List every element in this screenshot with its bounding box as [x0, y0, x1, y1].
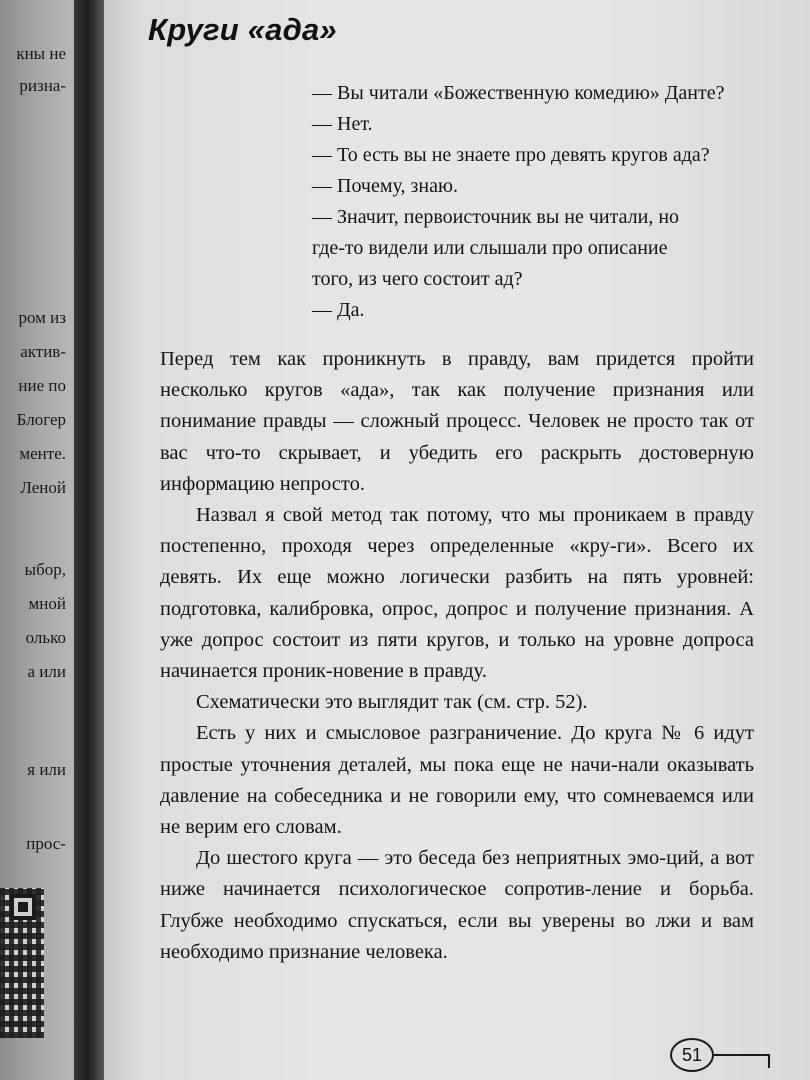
paragraph: До шестого круга — это беседа без неприятных эмо-ций, а вот ниже начинается психологическое сопротив-ление и борьба. Глубже необходимо спускаться, если вы уверены во лжи и вам необходимо признание человека.: [160, 847, 754, 963]
page-number-rule: [712, 1054, 770, 1056]
facing-page-fragment: я или: [27, 760, 66, 779]
book-gutter: [74, 0, 104, 1080]
page-number: 51: [670, 1038, 714, 1072]
facing-page-fragment: Леной: [20, 478, 66, 497]
dialog-line: — Почему, знаю.: [312, 175, 458, 197]
qr-code: [0, 888, 44, 1038]
facing-page-fragment: ризна-: [19, 76, 66, 95]
dialog-line: — Вы читали «Божественную комедию» Данте?: [312, 82, 725, 104]
facing-page-fragment: актив-: [20, 342, 66, 361]
facing-page-fragment: ние по: [18, 376, 66, 395]
facing-page-fragment: олько: [25, 628, 66, 647]
facing-page-fragment: прос-: [26, 834, 66, 853]
chapter-title: Круги «ада»: [148, 12, 337, 47]
facing-page-fragment: а или: [27, 662, 66, 681]
page-number-marker: [670, 1030, 790, 1080]
facing-page: [0, 0, 74, 1080]
paragraph: Есть у них и смысловое разграничение. До круга № 6 идут простые уточнения деталей, мы пока еще не начи-нали оказывать давление на собеседника и не говорили ему, что сомневаемся или не верим его словам.: [160, 722, 754, 839]
dialog-line: — Значит, первоисточник вы не читали, но: [312, 206, 680, 228]
paragraph: Назвал я свой метод так потому, что мы проникаем в правду постепенно, проходя через определенные «кру-ги». Всего их девять. Их еще можно логически разбить на пять уровней: подготовка, калибровка, опрос, допрос и получение признания. А уже допрос состоит из пяти кругов, и только на уровне допроса начинается проник-новение в правду.: [160, 504, 754, 683]
facing-page-fragment: Блогер: [16, 410, 66, 429]
paragraph: Схематически это выглядит так (см. стр. 52).: [196, 691, 588, 714]
dialog-line: того, из чего состоит ад?: [312, 268, 523, 290]
facing-page-fragment: кны не: [16, 44, 66, 63]
page-number-tick: [768, 1054, 770, 1068]
dialog-line: — Нет.: [312, 113, 373, 135]
facing-page-fragment: ыбор,: [24, 560, 66, 579]
book-page: [104, 0, 810, 1080]
body-text: [160, 344, 754, 968]
facing-page-fragment: ром из: [18, 308, 66, 327]
facing-page-fragment: мной: [28, 594, 66, 613]
facing-page-fragment: менте.: [19, 444, 66, 463]
dialog-line: — Да.: [312, 299, 365, 321]
dialog-line: — То есть вы не знаете про девять кругов ада?: [312, 144, 710, 166]
paragraph: Перед тем как проникнуть в правду, вам придется пройти несколько кругов «ада», так как получение признания или понимание правды — сложный процесс. Человек не просто так от вас что-то скрывает, и убедить его раскрыть достоверную информацию непросто.: [160, 348, 754, 495]
dialog-epigraph: [312, 78, 772, 326]
dialog-line: где-то видели или слышали про описание: [312, 237, 668, 259]
